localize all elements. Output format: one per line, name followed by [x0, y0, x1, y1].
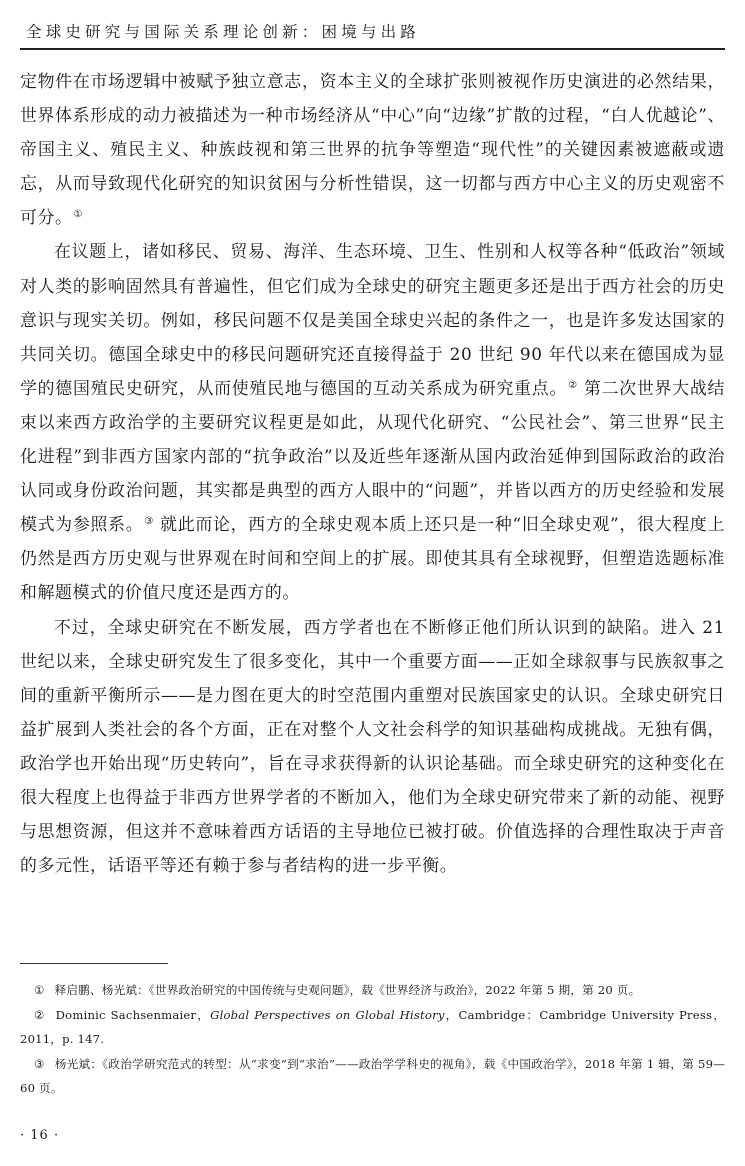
- article-body: [20, 64, 725, 882]
- footnotes: [20, 978, 725, 1101]
- paragraph-2-text-c: 就此而论，西方的全球史观本质上还只是一种“旧全球史观”，很大程度上仍然是西方历史观与世界观在时间和空间上的扩展。即使其具有全球视野，但塑造选题标准和解题模式的价值尺度还是西方的。: [20, 514, 725, 603]
- footnote-2-author: Dominic Sachsenmaier，: [55, 1008, 211, 1022]
- footnote-1: [20, 978, 725, 1002]
- paragraph-3: [20, 610, 725, 883]
- paragraph-3-text: 不过，全球史研究在不断发展，西方学者也在不断修正他们所认识到的缺陷。进入 21 世纪以来，全球史研究发生了很多变化，其中一个重要方面——正如全球叙事与民族叙事之间的重新平衡所示——是力图在更大的时空范围内重塑对民族国家史的认识。全球史研究日益扩展到人类社会的各个方面，正在对整个人文社会科学的知识基础构成挑战。无独有偶，政治学也开始出现“历史转向”，旨在寻求获得新的认识论基础。而全球史研究的这种变化在很大程度上也得益于非西方世界学者的不断加入，他们为全球史研究带来了新的动能、视野与思想资源，但这并不意味着西方话语的主导地位已被打破。价值选择的合理性取决于声音的多元性，话语平等还有赖于参与者结构的进一步平衡。: [20, 616, 725, 876]
- footnote-2-book-title: Global Perspectives on Global History: [210, 1008, 445, 1022]
- footnote-marker-1: ①: [34, 983, 45, 997]
- footnote-ref-1[interactable]: ①: [73, 209, 84, 221]
- footnote-marker-2: ②: [34, 1008, 46, 1022]
- paragraph-2-text-a: 在议题上，诸如移民、贸易、海洋、生态环境、卫生、性别和人权等各种“低政治”领域对人类的影响固然具有普遍性，但它们成为全球史的研究主题更多还是出于西方社会的历史意识与现实关切。例如，移民问题不仅是美国全球史兴起的条件之一，也是许多发达国家的共同关切。德国全球史中的移民问题研究还直接得益于 20 世纪 90 年代以来在德国成为显学的德国殖民史研究，从而使殖民地与德国的互动关系成为研究重点。: [20, 241, 725, 398]
- paragraph-1-text: 定物件在市场逻辑中被赋予独立意志，资本主义的全球扩张则被视作历史演进的必然结果，世界体系形成的动力被描述为一种市场经济从“中心”向“边缘”扩散的过程，“白人优越论”、帝国主义、殖民主义、种族歧视和第三世界的抗争等塑造“现代性”的关键因素被遮蔽或遗忘，从而导致现代化研究的知识贫困与分析性错误，这一切都与西方中心主义的历史观密不可分。: [20, 71, 725, 228]
- footnote-3-text: 杨光斌：《政治学研究范式的转型：从“求变”到“求治”——政治学学科史的视角》，载《中国政治学》，2018 年第 1 辑，第 59—60 页。: [20, 1057, 726, 1095]
- footnote-ref-2[interactable]: ②: [568, 379, 578, 391]
- footnote-2-publication: ，Cambridge：Cambridge University Press，2011，p. 147.: [20, 1008, 725, 1046]
- paragraph-2-text-b: 第二次世界大战结束以来西方政治学的主要研究议程更是如此，从现代化研究、“公民社会”、第三世界“民主化进程”到非西方国家内部的“抗争政治”以及近些年逐渐从国内政治延伸到国际政治的政治认同或身份政治问题，其实都是典型的西方人眼中的“问题”，并皆以西方的历史经验和发展模式为参照系。: [20, 377, 725, 535]
- paragraph-1: [20, 64, 725, 234]
- footnote-marker-3: ③: [34, 1057, 45, 1071]
- footnote-1-text: 释启鹏、杨光斌：《世界政治研究的中国传统与史观问题》，载《世界经济与政治》，2022 年第 5 期，第 20 页。: [54, 983, 641, 997]
- footnote-3: [20, 1052, 725, 1100]
- page-number: · 16 ·: [20, 1128, 60, 1143]
- footnote-separator: [20, 963, 168, 964]
- running-header: [20, 14, 725, 50]
- footnote-2: [20, 1003, 725, 1051]
- footnote-ref-3[interactable]: ③: [144, 516, 155, 528]
- paragraph-2: [20, 234, 725, 609]
- running-header-title: 全球史研究与国际关系理论创新：困境与出路: [26, 23, 421, 41]
